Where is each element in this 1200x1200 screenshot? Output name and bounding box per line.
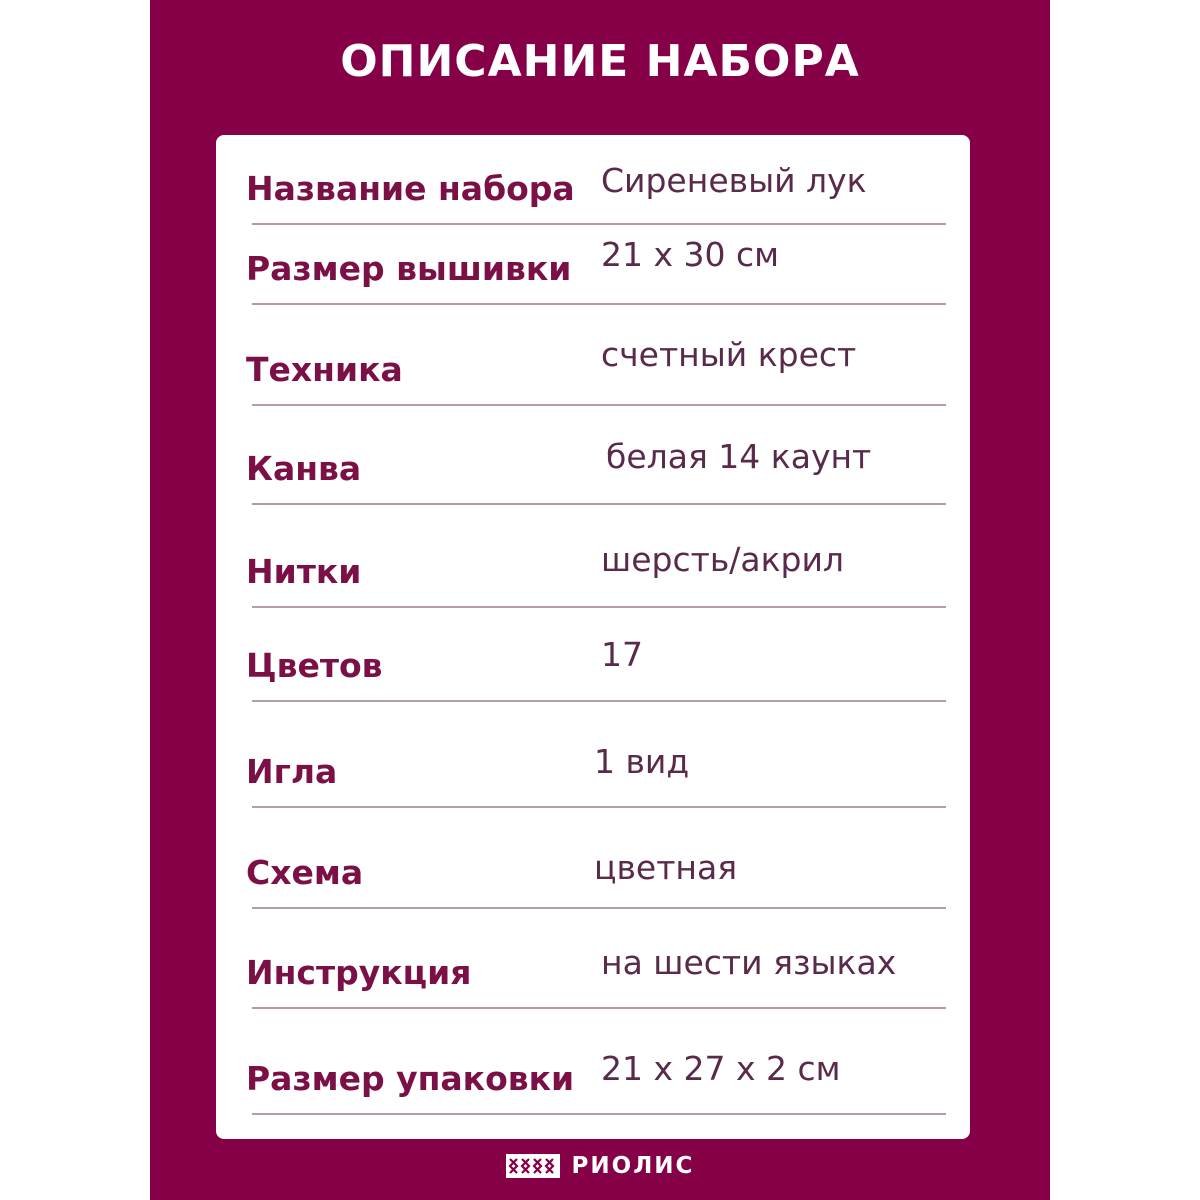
brand-name: РИОЛИС bbox=[571, 1153, 695, 1179]
spec-value: 17 bbox=[601, 635, 643, 674]
spec-value: на шести языках bbox=[601, 943, 897, 982]
spec-row-canvas bbox=[216, 425, 970, 505]
spec-label: Схема bbox=[246, 853, 364, 892]
spec-row-technique bbox=[216, 326, 970, 406]
spec-row-needle bbox=[216, 728, 970, 808]
spec-label: Нитки bbox=[246, 552, 362, 591]
spec-value: счетный крест bbox=[601, 335, 857, 374]
row-divider bbox=[252, 303, 946, 305]
spec-label: Название набора bbox=[246, 169, 575, 208]
row-divider bbox=[252, 503, 946, 505]
row-divider bbox=[252, 700, 946, 702]
row-divider bbox=[252, 1007, 946, 1009]
spec-row-package-size bbox=[216, 1035, 970, 1115]
spec-value: 21 х 30 см bbox=[601, 235, 780, 274]
brand-footer bbox=[150, 1150, 1050, 1182]
spec-row-instructions bbox=[216, 929, 970, 1009]
page-title: ОПИСАНИЕ НАБОРА bbox=[340, 36, 860, 87]
spec-row-embroidery-size bbox=[216, 225, 970, 305]
spec-label: Игла bbox=[246, 752, 338, 791]
spec-value: белая 14 каунт bbox=[606, 437, 872, 476]
spec-row-kit-name bbox=[216, 145, 970, 225]
spec-value: цветная bbox=[594, 848, 738, 887]
row-divider bbox=[252, 1113, 946, 1115]
spec-value: шерсть/акрил bbox=[601, 540, 845, 579]
spec-row-colors bbox=[216, 622, 970, 702]
row-divider bbox=[252, 404, 946, 406]
row-divider bbox=[252, 806, 946, 808]
spec-label: Техника bbox=[246, 350, 403, 389]
row-divider bbox=[252, 606, 946, 608]
spec-label: Инструкция bbox=[246, 953, 472, 992]
spec-value: 1 вид bbox=[594, 742, 690, 781]
spec-label: Канва bbox=[246, 449, 362, 488]
row-divider bbox=[252, 907, 946, 909]
spec-value: 21 х 27 х 2 см bbox=[601, 1049, 841, 1088]
spec-label: Цветов bbox=[246, 646, 383, 685]
spec-card bbox=[216, 135, 970, 1139]
description-panel bbox=[150, 0, 1050, 1200]
spec-value: Сиреневый лук bbox=[601, 161, 867, 200]
spec-row-threads bbox=[216, 528, 970, 608]
spec-label: Размер вышивки bbox=[246, 249, 572, 288]
spec-row-chart bbox=[216, 829, 970, 909]
brand-logo-icon bbox=[506, 1154, 560, 1178]
spec-label: Размер упаковки bbox=[246, 1059, 575, 1098]
